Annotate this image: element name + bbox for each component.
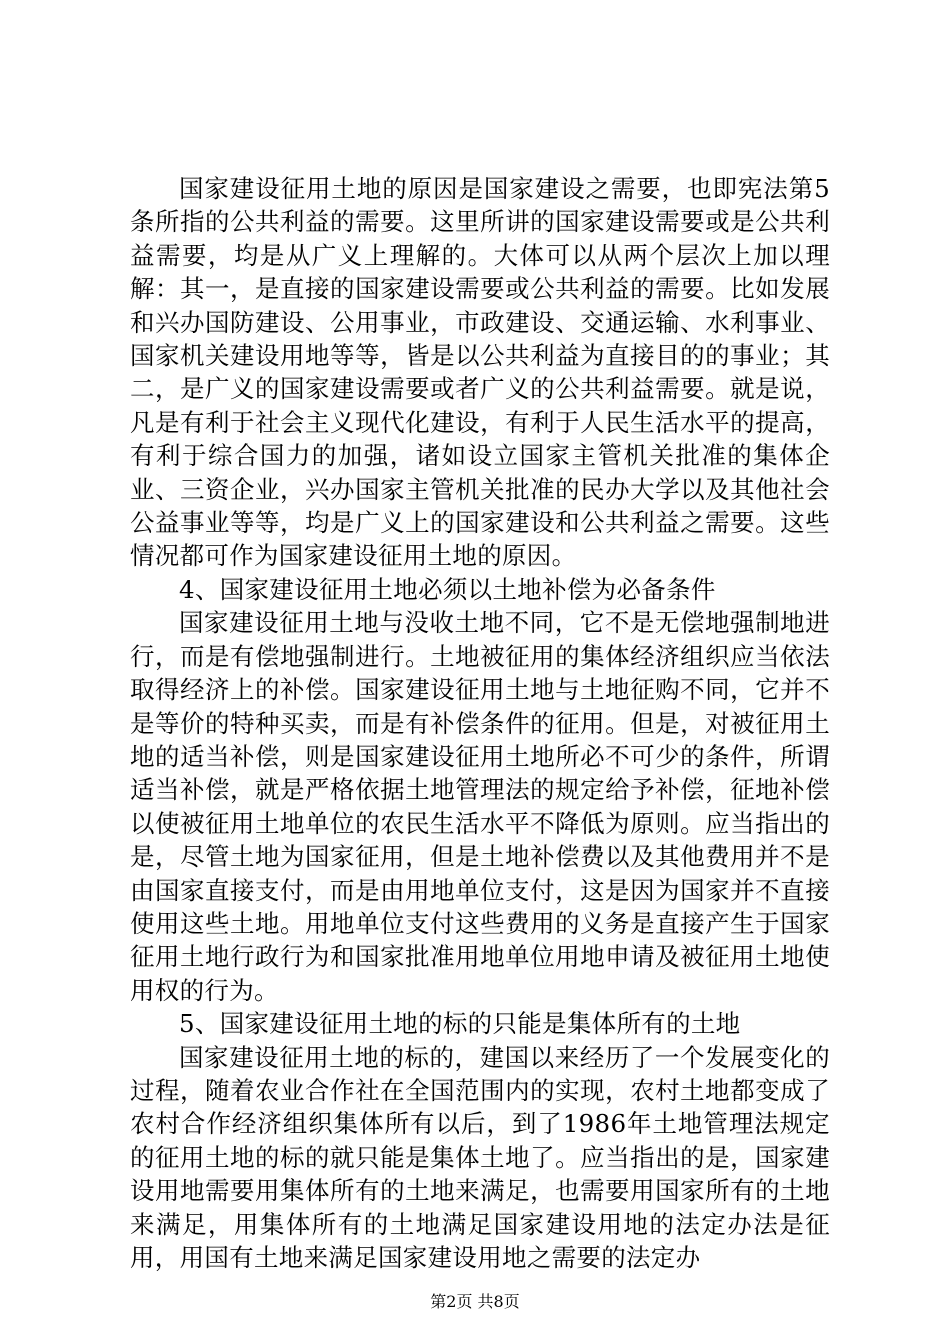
paragraph-compensation-condition: 国家建设征用土地与没收土地不同，它不是无偿地强制地进行，而是有偿地强制进行。土地被征用的集体经济组织应当依法取得经济上的补偿。国家建设征用土地与土地征购不同，它并不是等价的特种买卖，而是有补偿条件的征用。但是，对被征用土地的适当补偿，则是国家建设征用土地所必不可少的条件，所谓适当补偿，就是严格依据土地管理法的规定给予补偿，征地补偿以使被征用土地单位的农民生活水平不降低为原则。应当指出的是，尽管土地为国家征用，但是土地补偿费以及其他费用并不是由国家直接支付，而是由用地单位支付，这是因为国家并不直接使用这些土地。用地单位支付这些费用的义务是直接产生于国家征用土地行政行为和国家批准用地单位用地申请及被征用土地使用权的行为。 xyxy=(130,608,830,1005)
paragraph-collective-land-object: 国家建设征用土地的标的，建国以来经历了一个发展变化的过程，随着农业合作社在全国范围内的实现，农村土地都变成了农村合作经济组织集体所有以后，到了1986年土地管理法规定的征用土地的标的就只能是集体土地了。应当指出的是，国家建设用地需要用集体所有的土地来满足，也需要用国家所有的土地来满足，用集体所有的土地满足国家建设用地的法定办法是征用，用国有土地来满足国家建设用地之需要的法定办 xyxy=(130,1042,830,1272)
paragraph-land-requisition-reason: 国家建设征用土地的原因是国家建设之需要，也即宪法第5条所指的公共利益的需要。这里所讲的国家建设需要或是公共利益需要，均是从广义上理解的。大体可以从两个层次上加以理解：其一，是直接的国家建设需要或公共利益的需要。比如发展和兴办国防建设、公用事业，市政建设、交通运输、水利事业、国家机关建设用地等等，皆是以公共利益为直接目的的事业；其二，是广义的国家建设需要或者广义的公共利益需要。就是说，凡是有利于社会主义现代化建设，有利于人民生活水平的提高，有利于综合国力的加强，诸如设立国家主管机关批准的集体企业、三资企业，兴办国家主管机关批准的民办大学以及其他社会公益事业等等，均是广义上的国家建设和公共利益之需要。这些情况都可作为国家建设征用土地的原因。 xyxy=(130,174,830,571)
section-heading-4: 4、国家建设征用土地必须以土地补偿为必备条件 xyxy=(179,574,716,604)
document-body xyxy=(130,172,830,1274)
page-number-footer: 第2页 共8页 xyxy=(430,1292,520,1311)
section-heading-5: 5、国家建设征用土地的标的只能是集体所有的土地 xyxy=(179,1009,741,1039)
